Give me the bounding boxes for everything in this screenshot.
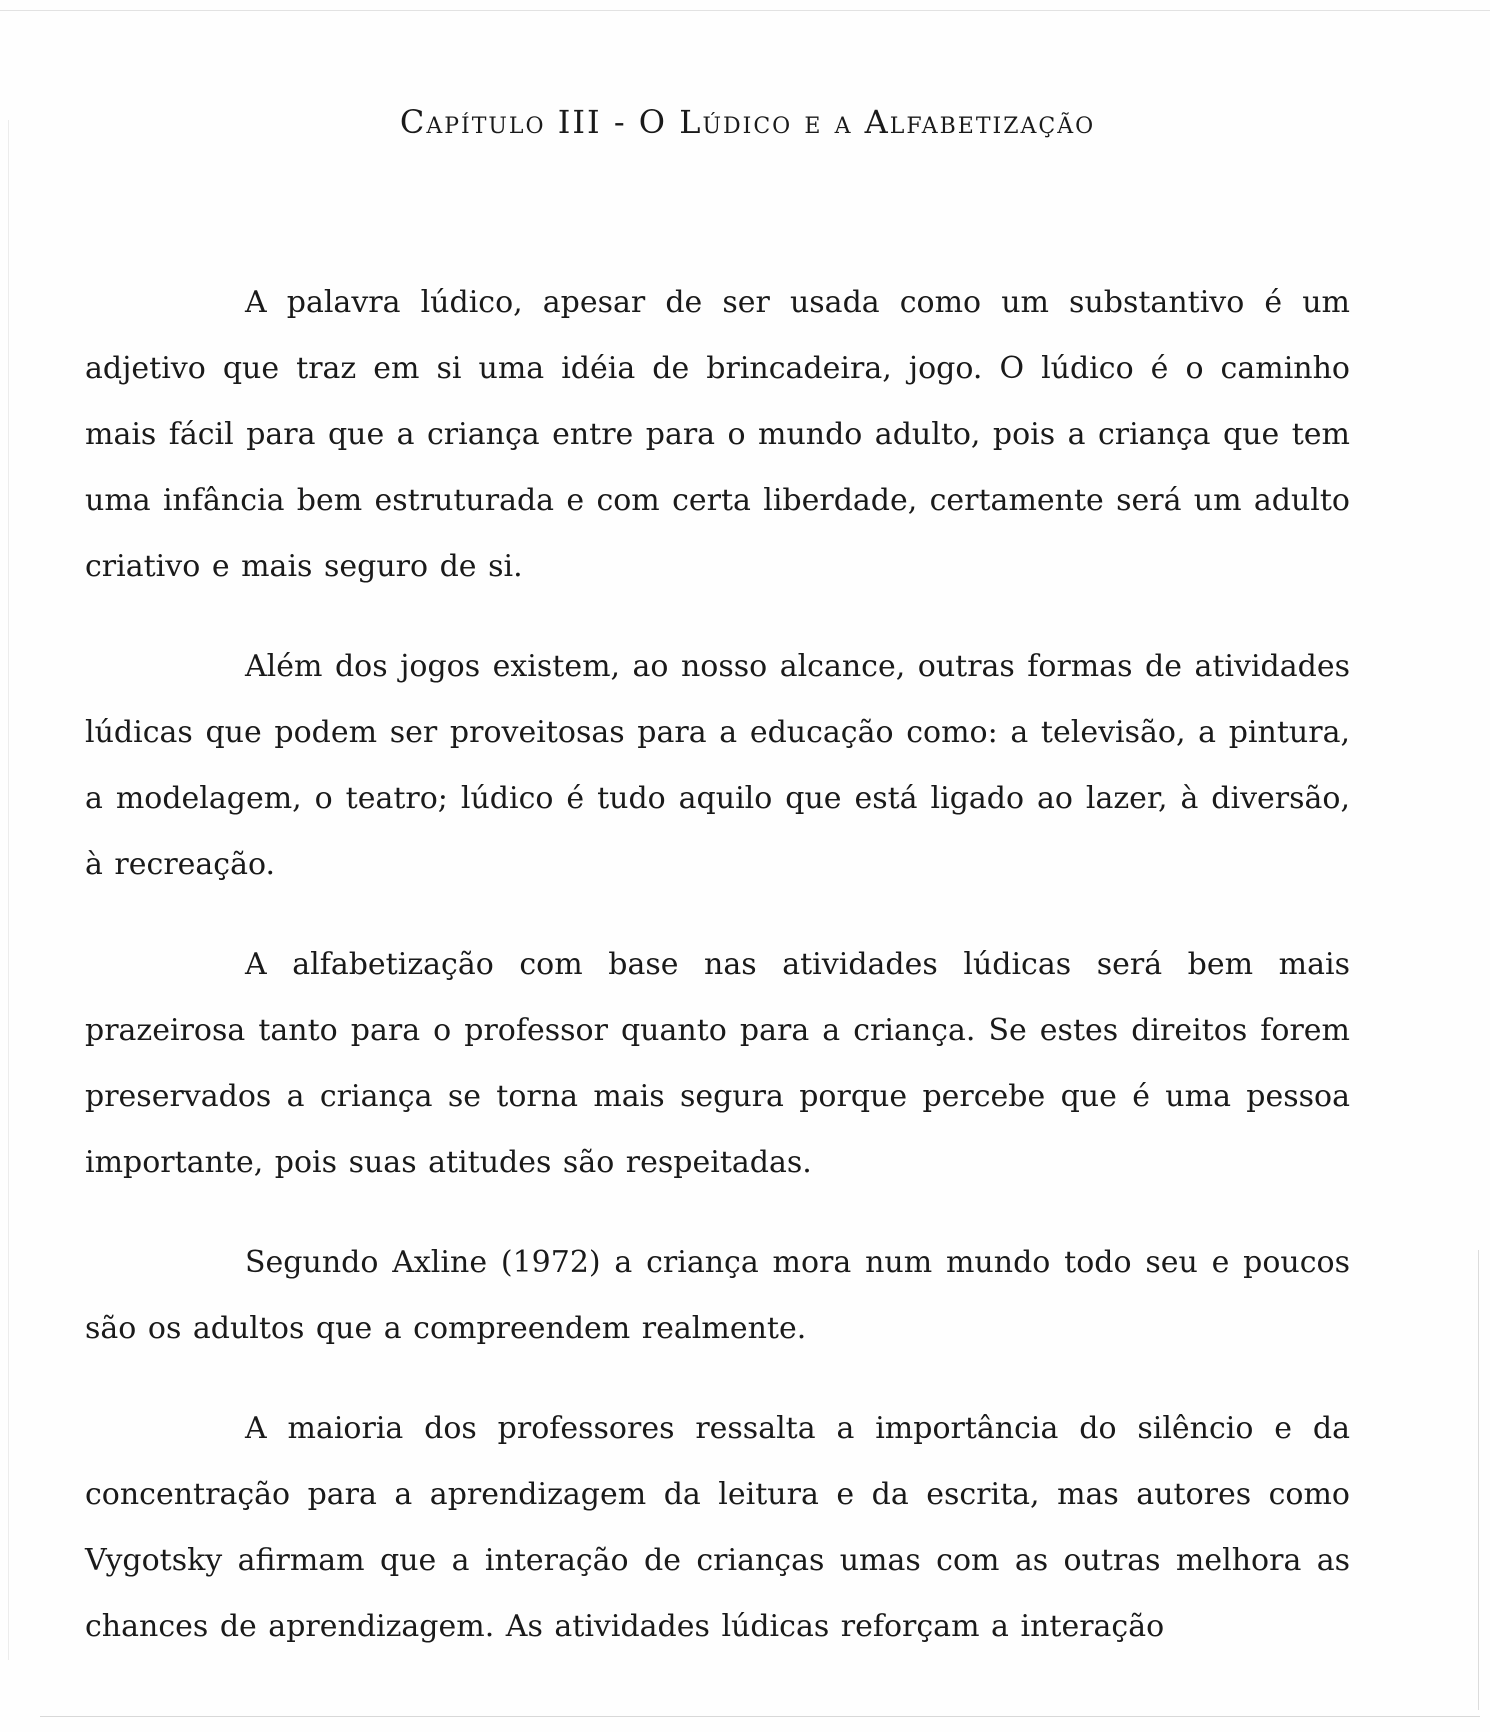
scan-edge-left <box>8 120 9 1660</box>
paragraph-5: A maioria dos professores ressalta a importância do silêncio e da concentração para a aprendizagem da leitura e da escrita, mas autores como Vygotsky afirmam que a interação de crianças umas com as outras melhora as chances de aprendizagem. As atividades lúdicas reforçam a interação <box>85 1411 1350 1644</box>
scan-edge-bottom <box>40 1716 1480 1717</box>
paragraph-2: Além dos jogos existem, ao nosso alcance, outras formas de atividades lúdicas que podem ser proveitosas para a educação como: a televisão, a pintura, a modelagem, o teatro; lúdico é tudo aquilo que está ligado ao lazer, à diversão, à recreação. <box>85 649 1350 882</box>
page-content <box>85 92 1350 1660</box>
paragraph-3: A alfabetização com base nas atividades lúdicas será bem mais prazeirosa tanto para o professor quanto para a criança. Se estes direitos forem preservados a criança se torna mais segura porque percebe que é uma pessoa importante, pois suas atitudes são respeitadas. <box>85 947 1350 1180</box>
paragraph-4: Segundo Axline (1972) a criança mora num mundo todo seu e poucos são os adultos que a compreendem realmente. <box>85 1245 1350 1346</box>
paragraph-1: A palavra lúdico, apesar de ser usada como um substantivo é um adjetivo que traz em si uma idéia de brincadeira, jogo. O lúdico é o caminho mais fácil para que a criança entre para o mundo adulto, pois a criança que tem uma infância bem estruturada e com certa liberdade, certamente será um adulto criativo e mais seguro de si. <box>85 285 1350 584</box>
scan-edge-right <box>1478 1250 1479 1710</box>
chapter-title: Capítulo III - O Lúdico e a Alfabetização <box>399 103 1096 141</box>
scan-edge-top <box>0 10 1490 11</box>
